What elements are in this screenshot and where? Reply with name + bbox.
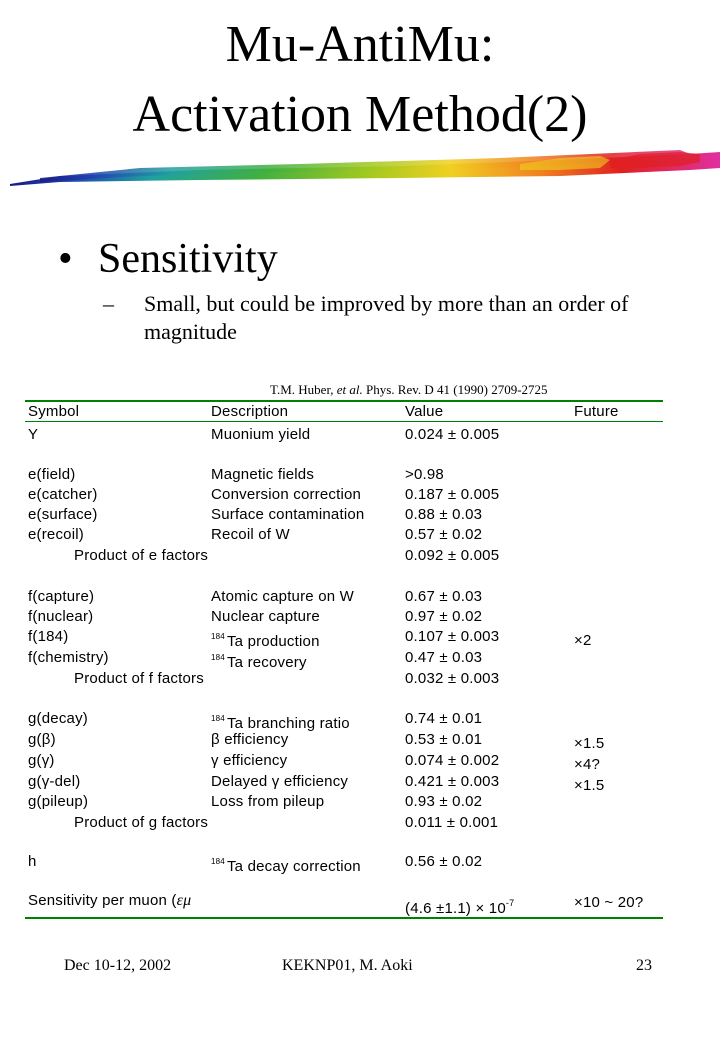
row-value: 0.011 ± 0.001	[405, 814, 499, 831]
row-symbol: Product of f factors	[74, 670, 204, 687]
sub-bullet-text: Small, but could be improved by more than an order of magnitude	[144, 291, 629, 344]
row-symbol: e(catcher)	[28, 486, 98, 503]
row-symbol: f(chemistry)	[28, 649, 109, 666]
row-description	[211, 608, 320, 626]
row-symbol: Product of g factors	[74, 814, 209, 831]
row-value: 0.092 ± 0.005	[405, 547, 500, 564]
row-symbol: g(pileup)	[28, 793, 89, 810]
row-value: 0.074 ± 0.002	[405, 752, 500, 769]
row-description-text: Delayed γ efficiency	[211, 773, 349, 790]
row-description	[211, 588, 354, 606]
row-value: 0.88 ± 0.03	[405, 506, 483, 523]
row-description	[211, 793, 324, 811]
reference-etal: et al.	[336, 382, 363, 397]
row-description	[211, 649, 307, 672]
row-description-text: Muonium yield	[211, 426, 311, 443]
row-value: 0.187 ± 0.005	[405, 486, 500, 503]
row-future: ×4?	[574, 756, 601, 773]
row-description-text: γ efficiency	[211, 752, 288, 769]
footer-date: Dec 10-12, 2002	[64, 957, 172, 974]
row-description	[211, 752, 287, 770]
row-symbol: e(surface)	[28, 506, 98, 523]
slide-title-line2: Activation Method(2)	[132, 86, 588, 143]
row-description	[211, 506, 364, 524]
row-description-text: Magnetic fields	[211, 466, 315, 483]
row-description	[211, 710, 350, 733]
row-value: 0.97 ± 0.02	[405, 608, 483, 625]
sensitivity-label	[28, 892, 191, 910]
row-description-text: Recoil of W	[211, 526, 290, 543]
sensitivity-future: ×10 ~ 20?	[574, 894, 644, 911]
row-value: 0.47 ± 0.03	[405, 649, 483, 666]
table-top-rule	[25, 400, 663, 402]
bullet-sensitivity	[58, 234, 278, 284]
row-description-text: Atomic capture on W	[211, 588, 355, 605]
sensitivity-symbol: εμ	[176, 892, 192, 909]
header-description: Description	[211, 403, 289, 420]
isotope-superscript: 184	[211, 653, 225, 662]
row-future: ×1.5	[574, 735, 605, 752]
bullet-text: Sensitivity	[98, 236, 278, 282]
row-value: 0.57 ± 0.02	[405, 526, 483, 543]
row-description-text: Conversion correction	[211, 486, 362, 503]
row-symbol: e(field)	[28, 466, 76, 483]
header-symbol: Symbol	[28, 403, 80, 420]
row-description	[211, 773, 348, 791]
rainbow-accent-bar	[0, 0, 720, 200]
row-symbol: h	[28, 853, 37, 870]
table-header-rule	[25, 421, 663, 422]
row-value: 0.93 ± 0.02	[405, 793, 483, 810]
bullet-marker: •	[58, 236, 73, 282]
row-symbol: f(capture)	[28, 588, 95, 605]
table-bottom-rule	[25, 917, 663, 919]
slide-title-line1: Mu-AntiMu:	[225, 16, 495, 73]
row-value: >0.98	[405, 466, 444, 483]
row-description-text: β efficiency	[211, 731, 289, 748]
row-value: 0.421 ± 0.003	[405, 773, 500, 790]
row-symbol: f(nuclear)	[28, 608, 94, 625]
row-description	[211, 426, 310, 444]
row-description	[211, 853, 361, 876]
row-description	[211, 731, 288, 749]
row-description-text: Ta decay correction	[226, 858, 361, 875]
row-symbol: Y	[28, 426, 39, 443]
row-value: 0.107 ± 0.003	[405, 628, 500, 645]
header-value: Value	[405, 403, 444, 420]
row-description-text: Nuclear capture	[211, 608, 320, 625]
isotope-superscript: 184	[211, 857, 225, 866]
reference-citation	[270, 382, 548, 398]
row-symbol: g(decay)	[28, 710, 88, 727]
sub-bullet-marker: –	[103, 291, 114, 316]
row-symbol: f(184)	[28, 628, 69, 645]
row-symbol: Product of e factors	[74, 547, 209, 564]
row-symbol: g(β)	[28, 731, 56, 748]
row-description-text: Loss from pileup	[211, 793, 325, 810]
row-description	[211, 486, 361, 504]
row-symbol: g(γ-del)	[28, 773, 81, 790]
sensitivity-value-text: (4.6 ±1.1) × 10	[405, 900, 506, 917]
reference-authors: T.M. Huber,	[270, 382, 337, 397]
row-value: 0.53 ± 0.01	[405, 731, 483, 748]
row-future: ×2	[574, 632, 592, 649]
row-value: 0.032 ± 0.003	[405, 670, 500, 687]
reference-journal: Phys. Rev. D 41 (1990) 2709-2725	[362, 382, 548, 397]
row-value: 0.024 ± 0.005	[405, 426, 500, 443]
row-description-text: Ta branching ratio	[226, 715, 350, 732]
row-description-text: Ta recovery	[226, 654, 307, 671]
row-description	[211, 628, 320, 651]
sensitivity-label-text: Sensitivity per muon (	[28, 892, 177, 909]
header-future: Future	[574, 403, 619, 420]
isotope-superscript: 184	[211, 714, 225, 723]
row-value: 0.56 ± 0.02	[405, 853, 483, 870]
row-description-text: Surface contamination	[211, 506, 365, 523]
sensitivity-exponent: -7	[505, 898, 515, 908]
isotope-superscript: 184	[211, 632, 225, 641]
row-value: 0.67 ± 0.03	[405, 588, 483, 605]
row-value: 0.74 ± 0.01	[405, 710, 483, 727]
row-symbol: g(γ)	[28, 752, 55, 769]
row-description	[211, 526, 290, 544]
footer-page-number: 23	[636, 957, 652, 974]
footer-conference: KEKNP01, M. Aoki	[282, 957, 413, 974]
row-symbol: e(recoil)	[28, 526, 84, 543]
row-description-text: Ta production	[226, 633, 320, 650]
sensitivity-value	[405, 894, 516, 918]
row-future: ×1.5	[574, 777, 605, 794]
row-description	[211, 466, 314, 484]
